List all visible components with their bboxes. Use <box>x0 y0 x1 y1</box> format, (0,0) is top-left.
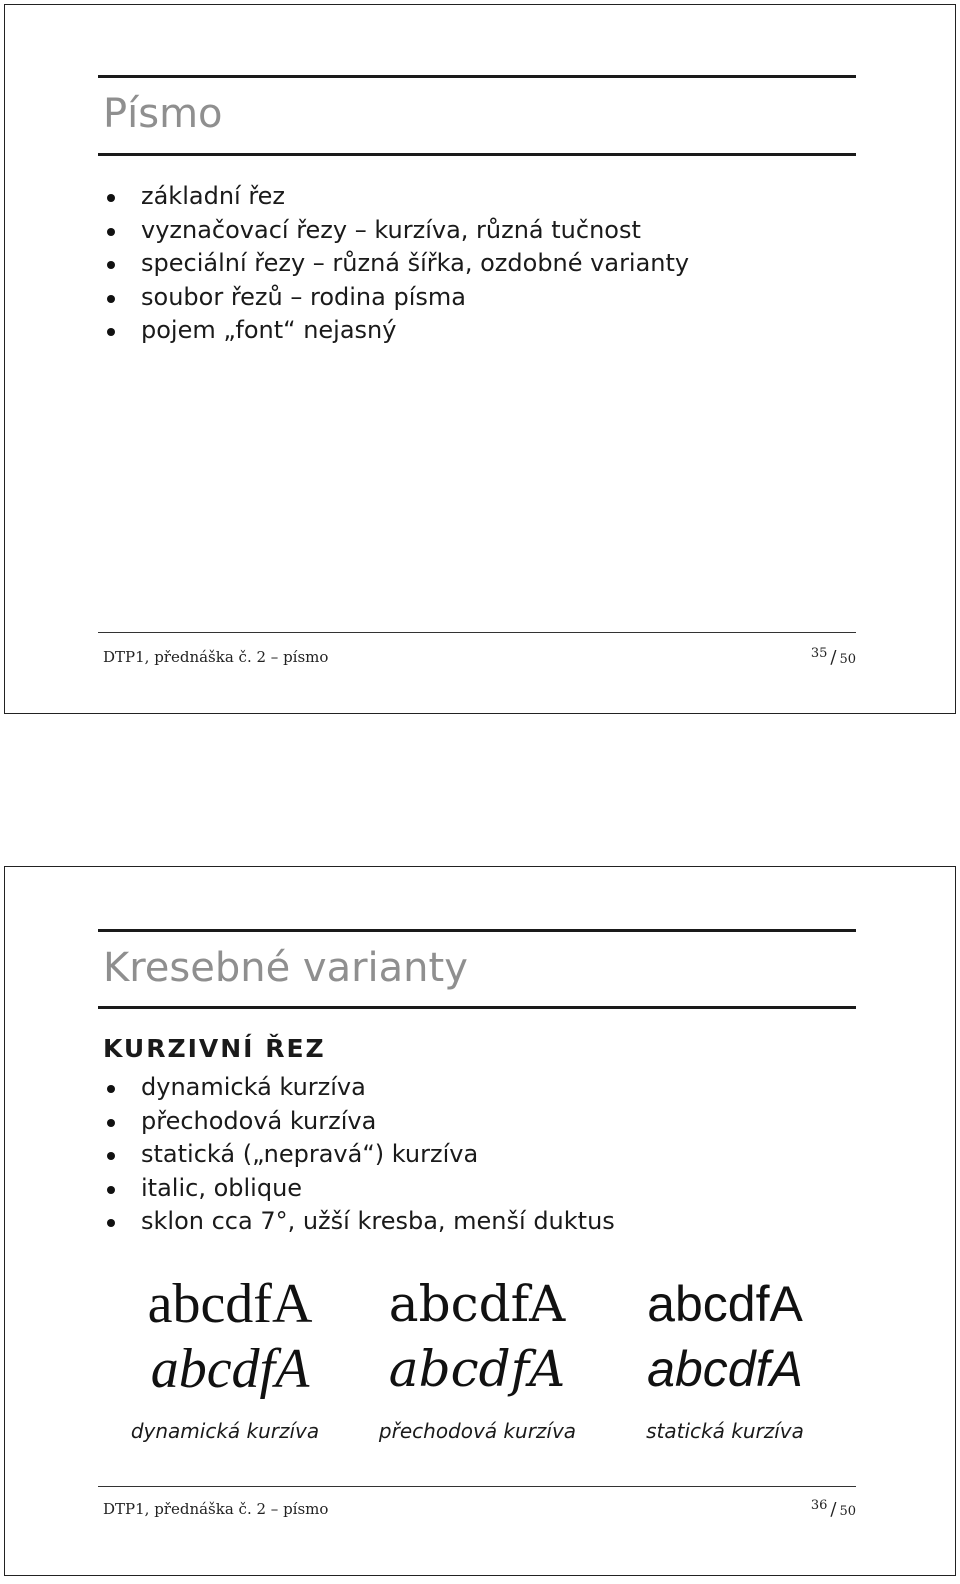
list-item: italic, oblique <box>103 1172 615 1206</box>
list-item: vyznačovací řezy – kurzíva, různá tučnost <box>103 214 689 248</box>
bullet-icon <box>107 1186 115 1194</box>
bullet-icon <box>107 194 115 202</box>
list-item: soubor řezů – rodina písma <box>103 281 689 315</box>
caption-static: statická kurzíva <box>646 1419 804 1443</box>
list-item: dynamická kurzíva <box>103 1071 615 1105</box>
list-item: statická („nepravá“) kurzíva <box>103 1138 615 1172</box>
title-bottom-rule <box>98 1006 856 1009</box>
bullet-icon <box>107 1219 115 1227</box>
list-item: přechodová kurzíva <box>103 1105 615 1139</box>
sample-oblique: abcdfA <box>647 1341 803 1397</box>
bullet-icon <box>107 261 115 269</box>
sample-italic: abcdfA <box>150 1338 310 1400</box>
caption-transitional: přechodová kurzíva <box>378 1419 577 1443</box>
sample-upright: abcdfA <box>647 1276 803 1332</box>
list-item: základní řez <box>103 180 689 214</box>
title-top-rule <box>98 929 856 932</box>
section-heading: KURZIVNÍ ŘEZ <box>103 1034 326 1063</box>
title-bottom-rule <box>98 153 856 156</box>
bullet-icon <box>107 1119 115 1127</box>
bullet-icon <box>107 328 115 336</box>
list-item: speciální řezy – různá šířka, ozdobné varianty <box>103 247 689 281</box>
bullet-icon <box>107 1085 115 1093</box>
list-item: sklon cca 7°, užší kresba, menší duktus <box>103 1205 615 1239</box>
sample-upright: abcdfA <box>388 1275 566 1333</box>
sample-dynamic <box>125 1272 335 1402</box>
sample-transitional <box>367 1272 587 1402</box>
slide-35 <box>4 4 956 714</box>
slide-title: Kresebné varianty <box>103 945 468 991</box>
bullet-list <box>103 1071 615 1239</box>
footer-rule <box>98 1486 856 1487</box>
slide-title: Písmo <box>103 91 223 137</box>
footer-rule <box>98 632 856 633</box>
slide-36 <box>4 866 956 1576</box>
bullet-icon <box>107 1152 115 1160</box>
page-number: 36 / 50 <box>810 1498 856 1520</box>
footer-label: DTP1, přednáška č. 2 – písmo <box>103 1500 329 1518</box>
caption-dynamic: dynamická kurzíva <box>130 1419 320 1443</box>
bullet-list <box>103 180 689 348</box>
footer-label: DTP1, přednáška č. 2 – písmo <box>103 648 329 666</box>
sample-static <box>625 1272 825 1402</box>
bullet-icon <box>107 295 115 303</box>
sample-italic: abcdfA <box>388 1340 566 1398</box>
title-top-rule <box>98 75 856 78</box>
sample-upright: abcdfA <box>147 1273 313 1335</box>
list-item: pojem „font“ nejasný <box>103 314 689 348</box>
bullet-icon <box>107 228 115 236</box>
page-number: 35 / 50 <box>810 646 856 668</box>
